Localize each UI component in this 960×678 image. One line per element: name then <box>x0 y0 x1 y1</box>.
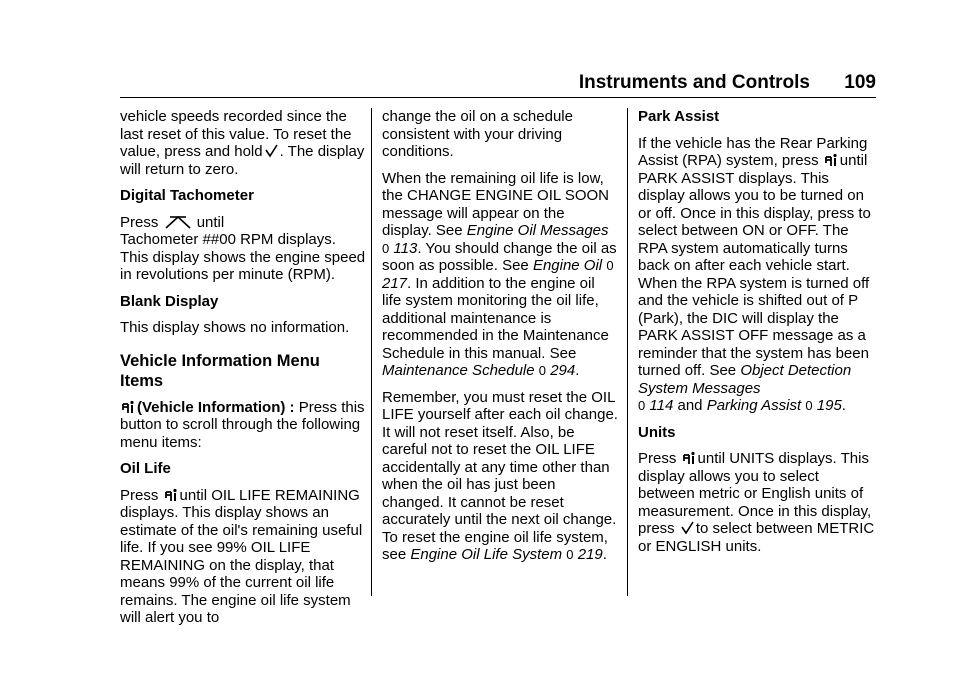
section-title: Instruments and Controls <box>578 72 810 93</box>
heading-units: Units <box>638 423 676 441</box>
heading-park-assist: Park Assist <box>638 108 720 125</box>
page-ref-195[interactable]: 195 <box>816 397 842 414</box>
checkmark-icon <box>681 521 694 535</box>
column-divider-1 <box>371 108 372 596</box>
tachometer-paragraph: Press until Tachometer ##00 RPM displays. This display shows the engine speed in revolutions per minute (RPM). <box>120 213 366 283</box>
page-ref-217[interactable]: 217 <box>382 274 408 292</box>
blank-display-paragraph: This display shows no information. <box>120 319 350 336</box>
page-number: 109 <box>844 72 876 93</box>
vehicle-information-icon <box>825 153 838 167</box>
column-divider-2 <box>627 108 628 596</box>
checkmark-icon <box>265 144 278 158</box>
page-ref-114[interactable]: 114 <box>649 397 674 414</box>
link-engine-oil-messages[interactable]: Engine Oil Messages <box>466 222 609 239</box>
link-maintenance-schedule[interactable]: Maintenance Schedule <box>382 362 535 379</box>
page-ref-219[interactable]: 219 <box>577 546 603 563</box>
page-ref-glyph: 0 <box>382 240 390 256</box>
trip-odometer-icon <box>165 215 191 229</box>
heading-oil-life: Oil Life <box>120 460 171 477</box>
page-ref-glyph: 0 <box>538 363 547 378</box>
vehicle-information-icon <box>122 400 135 414</box>
link-engine-oil[interactable]: Engine Oil <box>532 257 603 274</box>
oil-schedule-paragraph: change the oil on a schedule consistent with your driving conditions. <box>382 108 573 160</box>
heading-blank-display: Blank Display <box>120 292 219 310</box>
column-2 <box>382 108 618 573</box>
page-ref-glyph: 0 <box>638 398 646 413</box>
column-1 <box>120 108 366 636</box>
odometer-reset-paragraph: vehicle speeds recorded since the last reset of this value. To reset the value, press and hold . The display will return to zero. <box>120 108 365 178</box>
page-ref-113[interactable]: 113 <box>393 239 418 257</box>
page-ref-294[interactable]: 294 <box>550 362 576 379</box>
units-paragraph: Press until UNITS displays. This display allows you to select between metric or English units of measurement. Once in this display, press to select between METRIC or ENGLISH units. <box>638 450 875 555</box>
heading-vehicle-information-menu-items: Vehicle Information Menu Items <box>120 351 320 390</box>
vehicle-information-paragraph: (Vehicle Information) : Press this button to scroll through the following menu items: <box>120 398 365 451</box>
oil-life-low-paragraph: When the remaining oil life is low, the CHANGE ENGINE OIL SOON message will appear on the display. See Engine Oil Messages 0 113. You should change the oil as soon as possible. See Engine Oil 0 217. In addition to the engine oil life system monitoring the oil life, additional maintenance is recommended in the Maintenance Schedule in this manual. See Maintenance Schedule 0 294. <box>382 169 617 379</box>
vehicle-information-icon <box>165 488 178 502</box>
page-ref-glyph: 0 <box>805 398 813 413</box>
reset-oil-life-paragraph: Remember, you must reset the OIL LIFE yourself after each oil change. It will not reset itself. Also, be careful not to reset the OIL LIFE accidentally at any time other than when the oil has just been changed. It cannot be reset accurately until the next oil change. To reset the engine oil life system, see Engine Oil Life System 0 219. <box>382 388 618 563</box>
link-object-detection-system-messages[interactable]: Object Detection System Messages <box>638 362 852 397</box>
page-ref-glyph: 0 <box>606 258 614 273</box>
park-assist-paragraph: If the vehicle has the Rear Parking Assist (RPA) system, press until PARK ASSIST displays. This display allows you to be turned on or off. Once in this display, press to select between ON or OFF. The RPA system automatically turns back on after each vehicle start. When the RPA system is turned off and the vehicle is shifted out of P (Park), the DIC will display the PARK ASSIST OFF message as a reminder that the system has been turned off. See Object Detection System Messages 0 114 and Parking Assist 0 195. <box>638 134 871 414</box>
link-parking-assist[interactable]: Parking Assist <box>706 397 802 414</box>
link-engine-oil-life-system[interactable]: Engine Oil Life System <box>410 546 563 563</box>
column-3 <box>638 108 878 564</box>
header-divider <box>120 97 876 98</box>
oil-life-paragraph: Press until OIL LIFE REMAINING displays. This display shows an estimate of the oil's remaining useful life. If you see 99% OIL LIFE REMAINING on the display, that means 99% of the current oil life remains. The engine oil life system will alert you to <box>120 486 363 626</box>
page-header <box>120 66 876 96</box>
page-ref-glyph: 0 <box>566 547 574 562</box>
vehicle-information-icon <box>683 451 696 465</box>
heading-digital-tachometer: Digital Tachometer <box>120 187 254 204</box>
